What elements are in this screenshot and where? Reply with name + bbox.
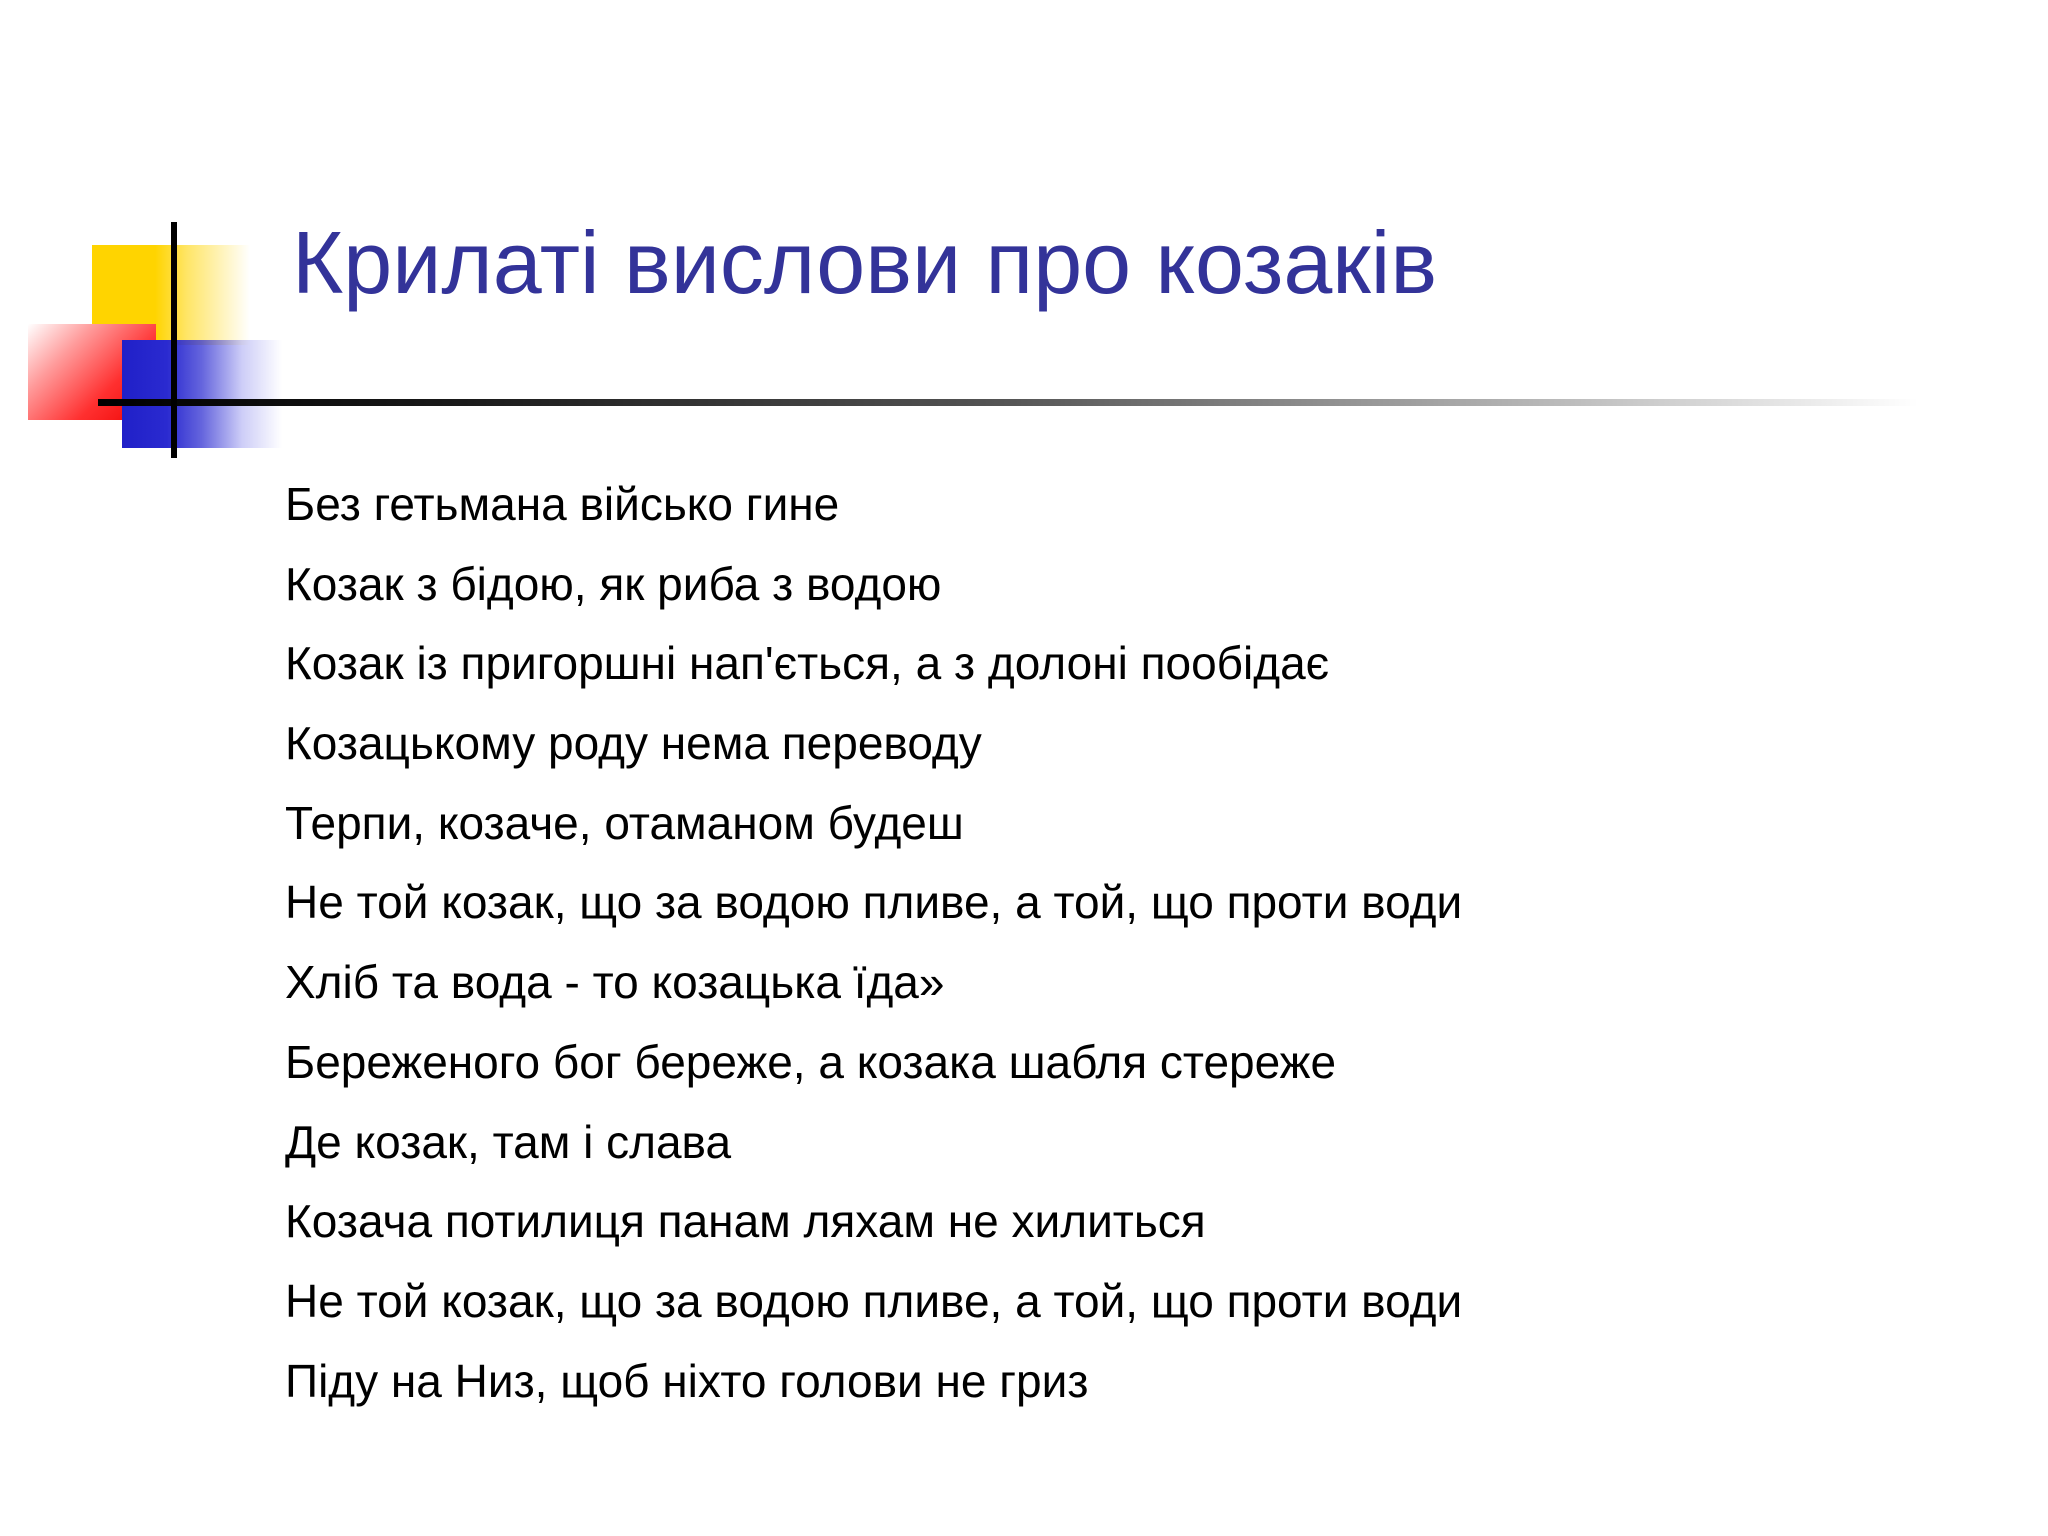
saying-item: Не той козак, що за водою пливе, а той, що проти води	[285, 876, 1463, 929]
vertical-rule-decoration	[171, 222, 177, 458]
saying-item: Козак з бідою, як риба з водою	[285, 557, 942, 610]
saying-item: Терпи, козаче, отаманом будеш	[285, 796, 964, 849]
saying-item: Береженого бог береже, а козака шабля стереже	[285, 1035, 1337, 1088]
saying-item: Козак із пригоршні нап'ється, а з долоні пообідає	[285, 637, 1330, 690]
saying-item: Хліб та вода - то козацька їда»	[285, 956, 945, 1009]
saying-item: Піду на Низ, щоб ніхто голови не гриз	[285, 1354, 1089, 1407]
horizontal-rule-decoration	[98, 399, 1918, 406]
slide-title: Крилаті вислови про козаків	[292, 213, 1438, 312]
sayings-list	[285, 465, 1462, 1421]
saying-item: Козача потилиця панам ляхам не хилиться	[285, 1195, 1206, 1248]
saying-item: Не той козак, що за водою пливе, а той, що проти води	[285, 1274, 1463, 1327]
saying-item: Козацькому роду нема переводу	[285, 717, 982, 770]
saying-item: Де козак, там і слава	[285, 1115, 732, 1168]
blue-square-decoration	[122, 340, 282, 448]
saying-item: Без гетьмана військо гине	[285, 478, 840, 530]
